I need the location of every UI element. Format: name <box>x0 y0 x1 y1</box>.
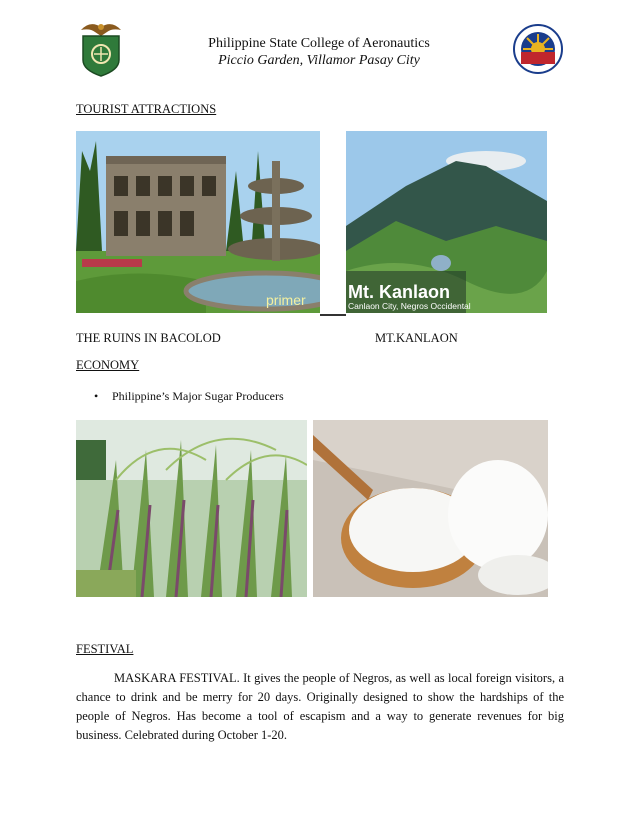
college-address: Piccio Garden, Villamor Pasay City <box>218 53 420 68</box>
kanlaon-overlay-title: Mt. Kanlaon <box>348 282 450 302</box>
bullet-icon: • <box>94 389 99 403</box>
bullet-text: Philippine’s Major Sugar Producers <box>112 389 284 403</box>
kanlaon-caption: MT.KANLAON <box>375 331 458 345</box>
sugarcane-photo <box>76 420 307 597</box>
festival-paragraph <box>76 669 564 745</box>
festival-heading: FESTIVAL <box>76 642 134 656</box>
sugar-spoon-photo <box>313 420 548 597</box>
divider-line <box>320 314 346 316</box>
primer-watermark: primer <box>266 292 306 308</box>
college-name: Philippine State College of Aeronautics <box>208 36 430 51</box>
kanlaon-overlay-subtitle: Canlaon City, Negros Occidental <box>348 301 471 311</box>
ruins-bacolod-photo <box>76 131 320 313</box>
list-item <box>94 389 284 404</box>
ruins-caption: THE RUINS IN BACOLOD <box>76 331 221 345</box>
tourist-attractions-heading: TOURIST ATTRACTIONS <box>76 102 217 116</box>
festival-text: MASKARA FESTIVAL. It gives the people of Negros, as well as local foreign visitors, a chance to drink and be merry for 20 days. Originally designed to show the hardships of the people of Negros. Has become a tool of escapism and a way to generate revenues for big business. Celebrated during October 1-20. <box>76 671 564 742</box>
economy-heading: ECONOMY <box>76 358 140 372</box>
kanlaon-overlay <box>348 283 471 312</box>
